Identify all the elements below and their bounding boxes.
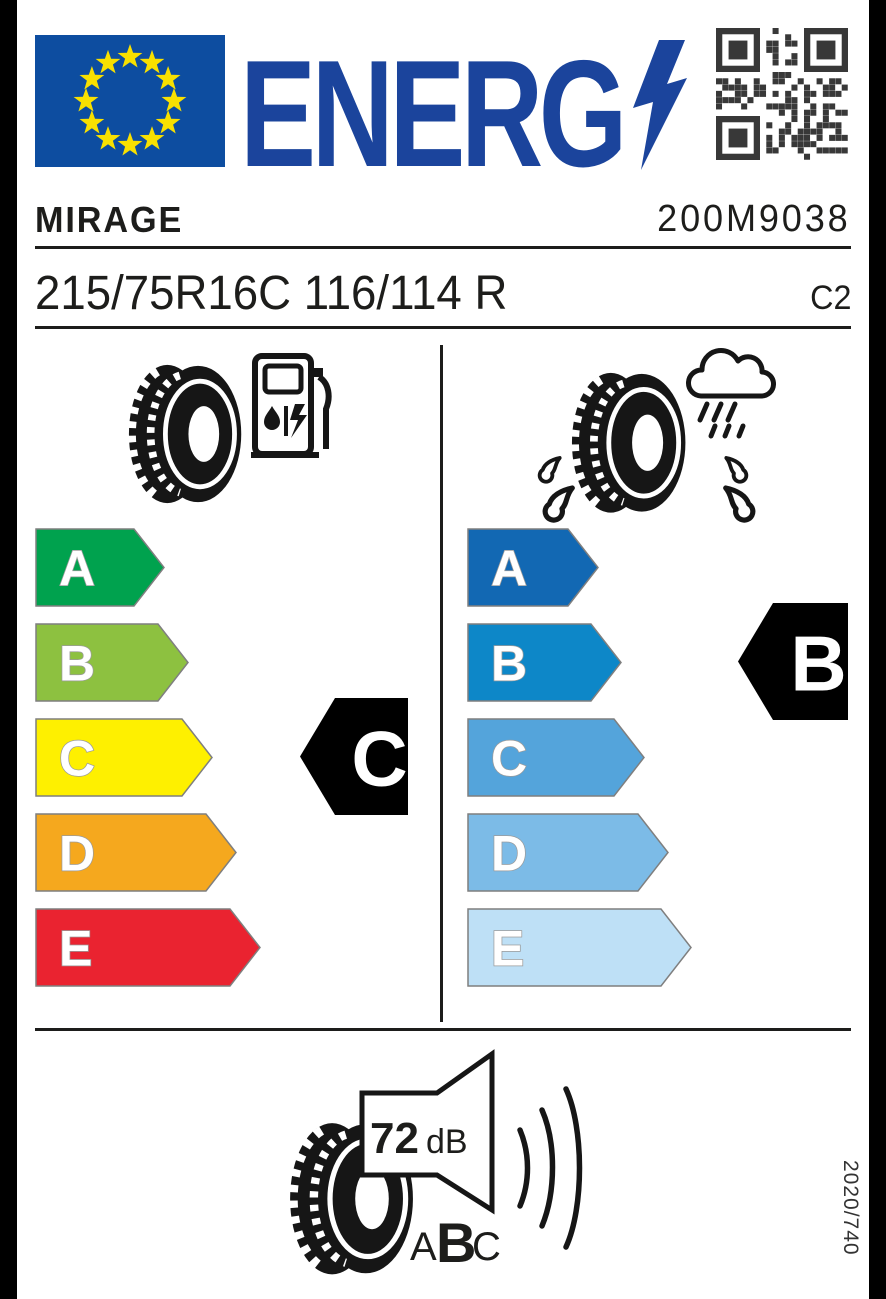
svg-text:E: E (491, 920, 525, 977)
fuel-efficiency-grade-B (35, 623, 189, 702)
tire-icon (572, 373, 685, 513)
svg-text:A: A (59, 540, 96, 597)
tire-size: 215/75R16C 116/114 R (35, 267, 508, 320)
tire-rain-cloud-icon (535, 342, 790, 527)
rain-cloud-icon (688, 350, 773, 436)
sound-waves-icon (520, 1089, 580, 1247)
wet-grip-rating-arrow (738, 603, 848, 720)
noise-class-c: C (472, 1225, 501, 1269)
divider-rule-middle (35, 326, 851, 329)
tire-speaker-icon (280, 1042, 610, 1292)
scales-divider (440, 345, 443, 1022)
fuel-efficiency-grade-A (35, 528, 165, 607)
wet-grip-grade-C (467, 718, 645, 797)
lightning-bolt-icon (632, 40, 694, 170)
tire-class: C2 (809, 279, 851, 317)
svg-text:B: B (790, 619, 847, 708)
divider-rule-bottom (35, 1028, 851, 1031)
svg-text:B: B (491, 635, 528, 692)
energ-logo-text: ENERG (240, 29, 623, 199)
brand-name: MIRAGE (35, 199, 184, 240)
splash-droplets-right (726, 458, 753, 520)
divider-rule-top (35, 246, 851, 249)
eu-flag (35, 35, 225, 167)
regulation-number: 2020/740 (839, 1160, 862, 1256)
svg-text:B: B (59, 635, 96, 692)
svg-text:C: C (59, 730, 96, 787)
tire-fuel-pump-icon (125, 348, 335, 526)
label-border-left (0, 0, 17, 1299)
svg-text:A: A (491, 540, 528, 597)
fuel-efficiency-grade-E (35, 908, 261, 987)
energ-logo (240, 22, 710, 199)
fuel-efficiency-grade-D (35, 813, 237, 892)
svg-text:C: C (491, 730, 528, 787)
wet-grip-grade-D (467, 813, 669, 892)
wet-grip-grade-E (467, 908, 692, 987)
noise-unit: dB (426, 1123, 468, 1161)
wet-grip-grade-B (467, 623, 622, 702)
svg-text:D: D (59, 825, 96, 882)
product-code: 200M9038 (657, 198, 851, 240)
label-border-right (869, 0, 886, 1299)
svg-text:D: D (491, 825, 528, 882)
noise-class-b: B (436, 1211, 477, 1274)
fuel-efficiency-grade-C (35, 718, 213, 797)
tire-icon (129, 365, 241, 503)
wet-grip-grade-A (467, 528, 599, 607)
svg-text:C: C (351, 714, 408, 803)
fuel-pump-icon (251, 356, 329, 458)
noise-value: 72 (370, 1114, 419, 1163)
fuel-efficiency-rating-arrow (300, 698, 408, 815)
noise-class-a: A (410, 1225, 437, 1269)
qr-code (716, 28, 848, 160)
svg-text:E: E (59, 920, 93, 977)
splash-droplets-left (540, 458, 573, 520)
